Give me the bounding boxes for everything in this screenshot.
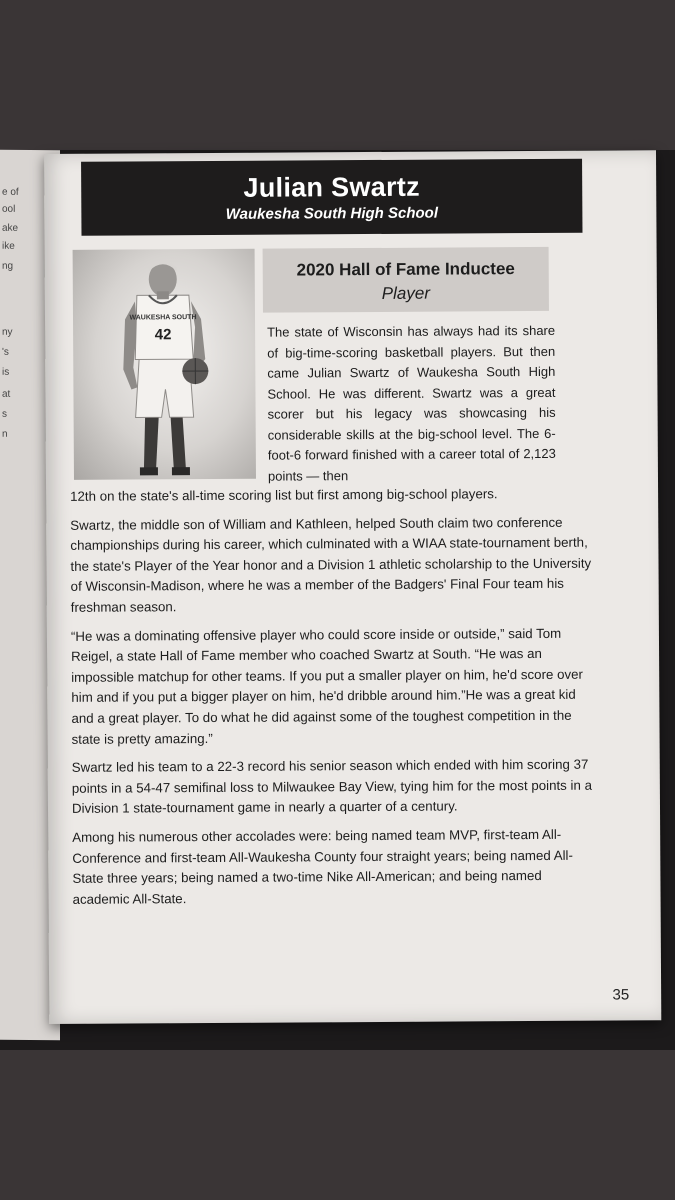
left-page-fragment: s (2, 408, 7, 420)
school-name: Waukesha South High School (225, 204, 439, 223)
left-page-fragment: ike (2, 240, 15, 252)
page-number: 35 (612, 986, 630, 1004)
left-page-fragment: n (2, 428, 8, 440)
intro-paragraph: The state of Wisconsin has always had its share of big-time-scoring basketball players. But then came Julian Swartz of Waukesha South High School. He was different. Swartz was a great scorer but his legacy was showcasing his considerable skills at the big-school level. The 6-foot-6 forward finished with a career total of 2,123 points — then (267, 322, 556, 484)
left-page-fragment: ng (2, 260, 14, 272)
left-page-fragment: at (2, 388, 11, 400)
player-name: Julian Swartz (243, 171, 421, 203)
article-body (70, 484, 601, 918)
paragraph-2: Swartz, the middle son of William and Kathleen, helped South claim two conference championships during his career, which culminated with a WIAA state-tournament berth, the state's Player of the Year honor and a Division 1 athletic scholarship to the University of Wisconsin-Madison, where he was a member of the Badgers' Final Four team his freshman season. (70, 514, 592, 615)
inductee-category: Player (381, 283, 431, 303)
header-banner (81, 159, 582, 236)
left-page-fragment: is (2, 366, 10, 378)
book-page (44, 150, 661, 1024)
paragraph-4: Swartz led his team to a 22-3 record his senior season which ended with him scoring 37 points in a 54-47 semifinal loss to Milwaukee Bay View, tying him for the most points in a Division 1 state-tournament game in nearly a quarter of a century. (71, 756, 592, 817)
left-page-fragment: ny (2, 326, 13, 338)
intro-tail: 12th on the state's all-time scoring list but first among big-school players. (70, 486, 498, 504)
left-page-fragment: ool (2, 203, 16, 215)
left-page-fragment: 's (2, 346, 9, 358)
paragraph-5: Among his numerous other accolades were: being named team MVP, first-team All-Conference and first-team All-Waukesha County four straight years; being named All-State three years; being named a two-time Nike All-American; and being named academic All-State. (72, 826, 573, 907)
left-page-fragment: e of (2, 186, 19, 198)
player-photo (73, 249, 256, 480)
jersey-number: 42 (154, 326, 172, 344)
left-page-fragment: ake (2, 222, 19, 234)
paragraph-3: “He was a dominating offensive player who could score inside or outside,” said Tom Reigel, a state Hall of Fame member who coached Swartz at South. “He was an impossible matchup for other teams. If you put a smaller player on him, he'd score over him and if you put a bigger player on him, he'd dribble around him.”He was a great kid and a great player. To do what he did against some of the toughest competition in the state is pretty amazing.” (70, 625, 583, 747)
jersey-text: WAUKESHA SOUTH (129, 314, 197, 322)
inductee-box (263, 247, 549, 313)
inductee-title: 2020 Hall of Fame Inductee (296, 259, 515, 280)
player-illustration (73, 249, 256, 480)
